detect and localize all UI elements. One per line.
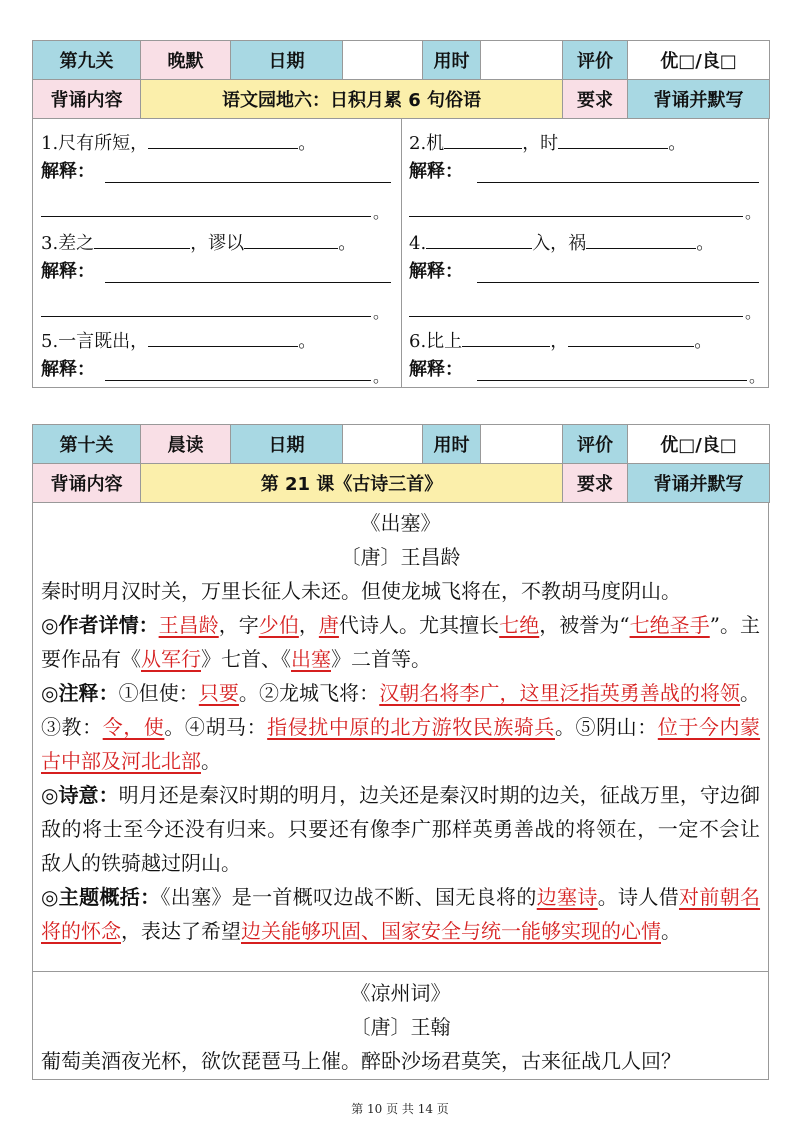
answer-blank[interactable] bbox=[148, 130, 298, 149]
evaluation-label: 评价 bbox=[563, 425, 628, 464]
evaluation-options[interactable]: 优□/良□ bbox=[628, 425, 770, 464]
time-of-day-label: 晨读 bbox=[141, 425, 231, 464]
explain-line[interactable] bbox=[477, 262, 759, 283]
explain-label: 解释： bbox=[41, 359, 95, 380]
section10-header bbox=[32, 424, 770, 503]
proverb-item-4: 4. 入，祸 。 解释： 。 bbox=[401, 216, 769, 306]
time-used-field[interactable] bbox=[481, 425, 563, 464]
answer-blank[interactable] bbox=[586, 230, 696, 249]
proverb-item-3: 3.差之 ，谬以 。 解释： 。 bbox=[33, 216, 401, 306]
content-title: 第 21 课《古诗三首》 bbox=[141, 464, 563, 503]
explain-line[interactable] bbox=[477, 162, 759, 183]
answer-blank[interactable] bbox=[94, 230, 190, 249]
level-label: 第九关 bbox=[33, 41, 141, 80]
answer-blank[interactable] bbox=[558, 130, 668, 149]
requirement-value: 背诵并默写 bbox=[628, 80, 770, 119]
poem-title: 《出塞》 bbox=[360, 511, 441, 535]
answer-blank[interactable] bbox=[568, 328, 694, 347]
explain-line[interactable] bbox=[41, 296, 371, 317]
poem-chusai-box bbox=[32, 502, 769, 972]
time-of-day-label: 晚默 bbox=[141, 41, 231, 80]
proverb-item-6: 6.比上 ， 。 解释： 。 bbox=[401, 318, 769, 388]
poem-text: 秦时明月汉时关，万里长征人未还。但使龙城飞将在，不教胡马度阴山。 bbox=[41, 579, 681, 603]
explain-line[interactable] bbox=[41, 196, 371, 217]
time-used-label: 用时 bbox=[423, 425, 481, 464]
explain-label: 解释： bbox=[409, 359, 463, 380]
evaluation-options[interactable]: 优□/良□ bbox=[628, 41, 770, 80]
time-used-field[interactable] bbox=[481, 41, 563, 80]
level-label: 第十关 bbox=[33, 425, 141, 464]
explain-label: 解释： bbox=[409, 161, 463, 182]
answer-blank[interactable] bbox=[444, 130, 522, 149]
explain-line[interactable] bbox=[409, 196, 743, 217]
annotations-label: ◎注释： bbox=[41, 681, 119, 705]
proverb-item-5: 5.一言既出， 。 解释： 。 bbox=[33, 318, 401, 388]
explain-label: 解释： bbox=[41, 261, 95, 282]
proverb-exercise-grid bbox=[32, 118, 769, 388]
explain-line[interactable] bbox=[477, 360, 747, 381]
date-field[interactable] bbox=[343, 425, 423, 464]
date-label: 日期 bbox=[231, 41, 343, 80]
poem-meaning: ◎诗意：明月还是秦汉时期的明月，边关还是秦汉时期的边关，征战万里，守边御敌的将士至今还没有归来。只要还有像李广那样英勇善战的将领在，一定不会让敌人的铁骑越过阴山。 bbox=[41, 783, 761, 875]
poem-text: 葡萄美酒夜光杯，欲饮琵琶马上催。醉卧沙场君莫笑，古来征战几人回？ bbox=[41, 1049, 681, 1073]
author-details: ◎作者详情：王昌龄，字少伯，唐代诗人。尤其擅长七绝，被誉为“七绝圣手”。主要作品有《从军行》七首、《出塞》二首等。 bbox=[41, 613, 761, 671]
theme-summary: ◎主题概括：《出塞》是一首概叹边战不断、国无良将的边塞诗。诗人借对前朝名将的怀念，表达了希望边关能够巩固、国家安全与统一能够实现的心情。 bbox=[41, 885, 761, 943]
poem-author: 〔唐〕王翰 bbox=[350, 1015, 451, 1039]
time-used-label: 用时 bbox=[423, 41, 481, 80]
explain-line[interactable] bbox=[105, 262, 391, 283]
poem-title: 《凉州词》 bbox=[350, 981, 451, 1005]
content-title: 语文园地六：日积月累 6 句俗语 bbox=[141, 80, 563, 119]
page-footer: 第 10 页 共 14 页 bbox=[351, 1102, 449, 1116]
content-label: 背诵内容 bbox=[33, 80, 141, 119]
date-field[interactable] bbox=[343, 41, 423, 80]
author-details-label: ◎作者详情： bbox=[41, 613, 159, 637]
date-label: 日期 bbox=[231, 425, 343, 464]
theme-label: ◎主题概括： bbox=[41, 885, 161, 909]
section9-header bbox=[32, 40, 770, 119]
explain-line[interactable] bbox=[105, 360, 371, 381]
meaning-label: ◎诗意： bbox=[41, 783, 119, 807]
evaluation-label: 评价 bbox=[563, 41, 628, 80]
requirement-label: 要求 bbox=[563, 464, 628, 503]
content-label: 背诵内容 bbox=[33, 464, 141, 503]
explain-line[interactable] bbox=[105, 162, 391, 183]
answer-blank[interactable] bbox=[462, 328, 550, 347]
poem-author: 〔唐〕王昌龄 bbox=[340, 545, 461, 569]
poem-liangzhouci-box bbox=[32, 972, 769, 1080]
requirement-value: 背诵并默写 bbox=[628, 464, 770, 503]
proverb-item-1: 1.尺有所短， 。 解释： 。 bbox=[33, 118, 401, 208]
requirement-label: 要求 bbox=[563, 80, 628, 119]
answer-blank[interactable] bbox=[426, 230, 532, 249]
answer-blank[interactable] bbox=[148, 328, 298, 347]
explain-line[interactable] bbox=[409, 296, 743, 317]
explain-label: 解释： bbox=[409, 261, 463, 282]
explain-label: 解释： bbox=[41, 161, 95, 182]
proverb-item-2: 2.机 ，时 。 解释： 。 bbox=[401, 118, 769, 208]
answer-blank[interactable] bbox=[244, 230, 338, 249]
annotations: ◎注释：①但使：只要。②龙城飞将：汉朝名将李广，这里泛指英勇善战的将领。③教：令，使。④胡马：指侵扰中原的北方游牧民族骑兵。⑤阴山：位于今内蒙古中部及河北北部。 bbox=[41, 681, 761, 773]
